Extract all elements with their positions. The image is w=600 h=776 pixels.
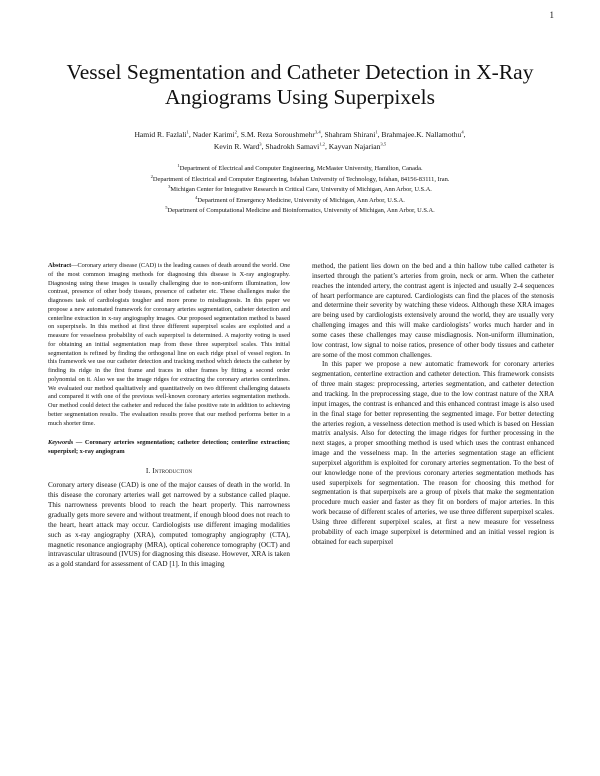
intro-paragraph: Coronary artery disease (CAD) is one of the major causes of death in the world. In this disease the coronary arteries wall get narrowed by a substance called plaque. This narrowness prevents blood to reach the heart properly. This narrowness gradually gets more severe and without treatment, if enough blood does not reach to the heart, heart attack may occur. Cardiologists use different imaging modalities such as x-ray angiography (XRA), computed tomography angiography (CTA), magnetic resonance angiography (MRA), optical coherence tomography (OCT) and intravascular ultrasound (IVUS) for diagnosing this disease. However, XRA is taken as a gold standard for assessment of CAD [1]. In this imaging xyxy=(48,481,290,569)
abstract: Abstract—Coronary artery disease (CAD) is the leading causes of death around the world. One of the most common imaging methods for diagnosing this disease is X-ray angiography. Diagnosing using these images is usually challenging due to non-uniform illumination, low contrast, presence of other body tissues, presence of catheter etc. These challenges make the diagnoses task of cardiologists tougher and more prone to misdiagnosis. In this paper we propose a new automated framework for coronary arteries segmentation, catheter detection and centerline extraction in x-ray angiography images. Our proposed segmentation method is based on superpixels. In this method at first three different superpixel scales are exploited and a measure for vesselness probability of each superpixel is determined. A majority voting is used for obtaining an initial segmentation map from these three superpixel scales. This initial segmentation is refined by finding the orthogonal line on each ridge pixel of vessel region. In this framework we use our catheter detection and tracking method which detects the catheter by finding its ridge in the first frame and traces in other frames by fitting a second order polynomial on it. Also we use the image ridges for extracting the coronary arteries centerlines. We evaluated our method qualitatively and quantitatively on two different challenging datasets and compared it with one of the previous well-known coronary arteries segmentation methods. Our method could detect the catheter and reduced the false positive rate in addition to achieving better segmentation results. The evaluation results prove that our method performs better in a much shorter time. xyxy=(48,262,290,427)
abstract-text: Coronary artery disease (CAD) is the leading causes of death around the world. One of the most common imaging methods for diagnosing this disease is X-ray angiography. Diagnosing using these images is usually challenging due to non-uniform illumination, low contrast, presence of other body tissues, presence of catheter etc. These challenges make the diagnoses task of cardiologists tougher and more prone to misdiagnosis. In this paper we propose a new automated framework for coronary arteries segmentation, catheter detection and centerline extraction in x-ray angiography images. Our proposed segmentation method is based on superpixels. In this method at first three different superpixel scales are exploited and a measure for vesselness probability of each superpixel is determined. A majority voting is used for obtaining an initial segmentation map from these three superpixel scales. This initial segmentation is refined by finding the orthogonal line on each ridge pixel of vessel region. In this framework we use our catheter detection and tracking method which detects the catheter by finding its ridge in the first frame and traces in other frames by fitting a second order polynomial on it. Also we use the image ridges for extracting the coronary arteries centerlines. We evaluated our method qualitatively and quantitatively on two different challenging datasets and compared it with one of the previous well-known coronary arteries segmentation methods. Our method could detect the catheter and reduced the false positive rate in addition to achieving better segmentation results. The evaluation results prove that our method performs better in a much shorter time. xyxy=(48,262,290,427)
affiliation-list xyxy=(40,164,560,217)
keywords: Keywords — Coronary arteries segmentation; catheter detection; centerline extraction; superpixel; x-ray angiogram xyxy=(48,439,290,455)
author: Hamid R. Fazlali$^1$ xyxy=(134,129,189,139)
page-number: 1 xyxy=(549,10,554,20)
author: Kayvan Najarian$^{3,5}$ xyxy=(328,140,387,151)
affiliation: $^2$Department of Electrical and Computer Engineering, Isfahan University of Technology, Isfahan, 84156-83111, Iran. xyxy=(150,173,450,183)
author: Shahram Shirani$^1$ xyxy=(324,129,378,139)
affiliation: $^3$Michigan Center for Integrative Research in Critical Care, University of Michigan, Ann Arbor, U.S.A. xyxy=(168,184,432,194)
author: Brahmajee.K. Nallamothu$^4$ xyxy=(381,129,464,139)
section-heading: I. Introduction xyxy=(145,466,193,476)
left-column xyxy=(48,262,290,570)
keywords-text: Coronary arteries segmentation; catheter detection; centerline extraction; superpixel; x-ray angiogram xyxy=(48,439,290,455)
author: S.M. Reza Soroushmehr$^{3,4}$ xyxy=(240,129,321,139)
author: Nader Karimi$^2$ xyxy=(192,129,237,139)
keywords-label: Keywords xyxy=(48,439,74,447)
author: Shadrokh Samavi$^{1,2}$ xyxy=(265,140,325,151)
author-list xyxy=(40,129,560,152)
author: Kevin R. Ward$^3$ xyxy=(213,140,262,151)
author-line-1: Hamid R. Fazlali$^1$, Nader Karimi$^2$, S.M. Reza Soroushmehr$^{3,4}$, Shahram Shirani$^1$, Brahmajee.K. Nallamothu$^4$, xyxy=(134,129,466,139)
author-line-2: Kevin R. Ward$^3$, Shadrokh Samavi$^{1,2}$, Kayvan Najarian$^{3,5}$ xyxy=(213,140,387,151)
abstract-label: Abstract xyxy=(48,262,72,269)
paper-title: Vessel Segmentation and Catheter Detection in X-Ray Angiograms Using Superpixels xyxy=(66,60,534,109)
affiliation: $^4$Department of Emergency Medicine, University of Michigan, Ann Arbor, U.S.A. xyxy=(195,194,405,204)
body-paragraph: In this paper we propose a new automatic framework for coronary arteries segmentation, centerline extraction and catheter detection. This framework consists of three main stages: preprocessing, arteries segmentation, and catheter detection and tracking. In the preprocessing stage, due to the low contrast nature of the XRA input images, the contrast is enhanced and this enhanced contrast image is also used in the final stage for better representing the segmented image. For better detecting the arteries region, a vesselness detection method is used which is based on Hessian matrix analysis. Also for detecting the image ridges for further processing in the next stages, a proper smoothing method is used which uses the contrast enhanced image and the vesselness map. In the arteries segmentation stage an efficient superpixel algorithm is exploited for coronary arteries segmentation. To the best of our knowledge none of the previous coronary arteries segmentation methods has used superpixels for segmentation. The reason for choosing this method for segmentation is that superpixels are a group of pixels that make the segmentation procedure much easier and faster as they fit on borders of major arteries. In this work because of different scales of arteries, we use three different superpixel scales. Using three different superpixel scales, at first a new measure for vesselness probability of each image superpixel is determined and an initial vessel region is obtained for each superpixel xyxy=(312,360,554,546)
affiliation: $^5$Department of Computational Medicine and Bioinformatics, University of Michigan, Ann Arbor, U.S.A. xyxy=(165,205,435,215)
right-column xyxy=(312,262,554,547)
affiliation: $^1$Department of Electrical and Computer Engineering, McMaster University, Hamilton, Canada. xyxy=(177,162,423,172)
body-paragraph: method, the patient lies down on the bed and a thin hallow tube called catheter is inserted through the patient’s arteries from groin, neck or arm. When the catheter reaches the intended artery, the contrast agent is injected and usually 2-4 sequences of heart performance are captured. Cardiologists can find the places of the stenosis and determine their severity by watching these videos. Although these XRA images are being used by cardiologists extensively around the world, they are usually very challenging images and this will make cardiologists’ works much harder and in some cases these challenges may cause misdiagnosis. Non-uniform illumination, low contrast, low signal to noise ratios, presence of other body tissues and catheter are some of the most common challenges. xyxy=(312,262,554,359)
